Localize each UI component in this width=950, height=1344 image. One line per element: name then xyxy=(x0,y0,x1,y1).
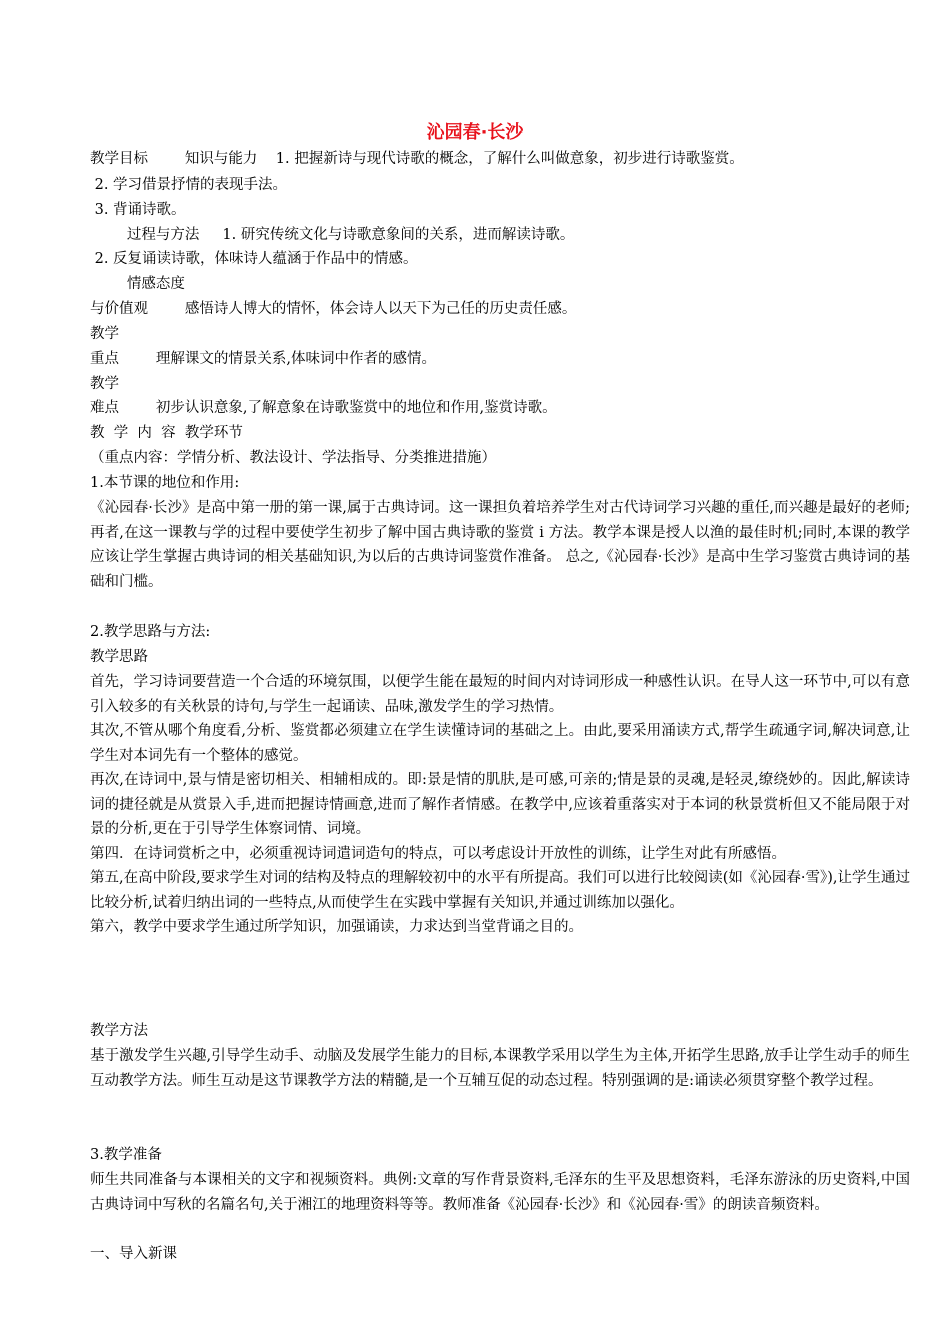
process-method-line-2: 2. 反复诵读诗歌，体味诗人蕴涵于作品中的情感。 xyxy=(90,251,418,267)
objective-line-1: 教学目标 知识与能力 1. 把握新诗与现代诗歌的概念，了解什么叫做意象，初步进行诗歌鉴赏。 xyxy=(90,151,744,167)
values-line: 与价值观 感悟诗人博大的情怀，体会诗人以天下为己任的历史责任感。 xyxy=(90,301,577,317)
content-header: 教 学 内 容 教学环节 xyxy=(90,425,243,441)
section-2-paragraph-4: 第四．在诗词赏析之中，必须重视诗词遣词造句的特点，可以考虑设计开放性的训练，让学生对此有所感悟。 xyxy=(90,845,786,862)
section-2-paragraph-3: 再次,在诗词中,景与情是密切相关、相辅相成的。即:景是情的肌肤,是可感,可亲的;情是景的灵魂,是轻灵,缭绕妙的。因此,解读诗词的捷径就是从赏景入手,进而把握诗情画意,进而了解作者情感。在教学中,应该着重落实对于本词的秋景赏析但又不能局限于对景的分析,更在于引导学生体察词情、词境。 xyxy=(90,772,910,837)
section-3-heading: 3.教学准备 xyxy=(90,1147,162,1163)
process-method-line-1: 过程与方法 1. 研究传统文化与诗歌意象间的关系，进而解读诗歌。 xyxy=(90,227,575,243)
document-title: 沁园春·长沙 xyxy=(426,122,524,143)
content-note: （重点内容：学情分析、教法设计、学法指导、分类推进措施） xyxy=(90,450,496,466)
section-1-heading: 1.本节课的地位和作用: xyxy=(90,475,240,491)
section-2-paragraph-1: 首先，学习诗词要营造一个合适的环境氛围，以便学生能在最短的时间内对诗词形成一种感性认识。在导人这一环节中,可以有意引入较多的有关秋景的诗句,与学生一起诵读、品味,激发学生的学习热情。 xyxy=(90,674,910,715)
objective-line-3: 3. 背诵诗歌。 xyxy=(90,202,186,218)
difficulty-label-1: 教学 xyxy=(90,376,119,392)
method-heading: 教学方法 xyxy=(90,1023,148,1039)
section-3-paragraph: 师生共同准备与本课相关的文字和视频资料。典例:文章的写作背景资料,毛泽东的生平及思想资料，毛泽东游泳的历史资料,中国古典诗词中写秋的名篇名句,关于湘江的地理资料等等。教师准备《沁园春·长沙》和《沁园春·雪》的朗读音频资料。 xyxy=(90,1172,910,1213)
section-2-paragraph-2: 其次,不管从哪个角度看,分析、鉴赏都必须建立在学生读懂诗词的基础之上。由此,要采用涌读方式,帮学生疏通字词,解决词意,让学生对本词先有一个整体的感觉。 xyxy=(90,723,910,764)
method-body xyxy=(90,1044,910,1093)
section-2-heading: 2.教学思路与方法: xyxy=(90,624,211,640)
section-2-paragraph-6: 第六，教学中要求学生通过所学知识，加强诵读，力求达到当堂背诵之目的。 xyxy=(90,919,583,935)
section-2-paragraph-5: 第五,在高中阶段,要求学生对词的结构及特点的理解较初中的水平有所提高。我们可以进行比较阅读(如《沁园春·雪》),让学生通过比较分析,试着归纳出词的一些特点,从而使学生在实践中掌握有关知识,并通过训练加以强化。 xyxy=(90,870,910,911)
method-paragraph: 基于激发学生兴趣,引导学生动手、动脑及发展学生能力的目标,本课教学采用以学生为主体,开拓学生思路,放手让学生动手的师生互动教学方法。师生互动是这节课教学方法的精髓,是一个互辅互促的动态过程。特别强调的是:诵读必须贯穿整个教学过程。 xyxy=(90,1048,910,1089)
difficulty-line: 难点 初步认识意象,了解意象在诗歌鉴赏中的地位和作用,鉴赏诗歌。 xyxy=(90,400,557,416)
emotion-attitude-label: 情感态度 xyxy=(90,276,185,292)
section-1-body xyxy=(90,496,910,594)
objective-line-2: 2. 学习借景抒情的表现手法。 xyxy=(90,177,288,193)
intro-heading: 一、导入新课 xyxy=(90,1246,177,1262)
section-1-paragraph: 《沁园春·长沙》是高中第一册的第一课,属于古典诗词。这一课担负着培养学生对古代诗词学习兴趣的重任,而兴趣是最好的老师;再者,在这一课教与学的过程中要使学生初步了解中国古典诗歌的鉴赏 i 方法。教学本课是授人以渔的最佳时机;同时,本课的教学应该让学生掌握古典诗词的相关基础知识,为以后的古典诗词鉴赏作准备。 总之,《沁园春·长沙》是高中生学习鉴赏古典诗词的基础和门槛。 xyxy=(90,500,910,590)
section-3-body xyxy=(90,1168,910,1217)
section-2-body xyxy=(90,670,910,940)
key-point-label-1: 教学 xyxy=(90,326,119,342)
section-2-subheading: 教学思路 xyxy=(90,649,148,665)
key-point-line: 重点 理解课文的情景关系,体味词中作者的感情。 xyxy=(90,351,436,367)
